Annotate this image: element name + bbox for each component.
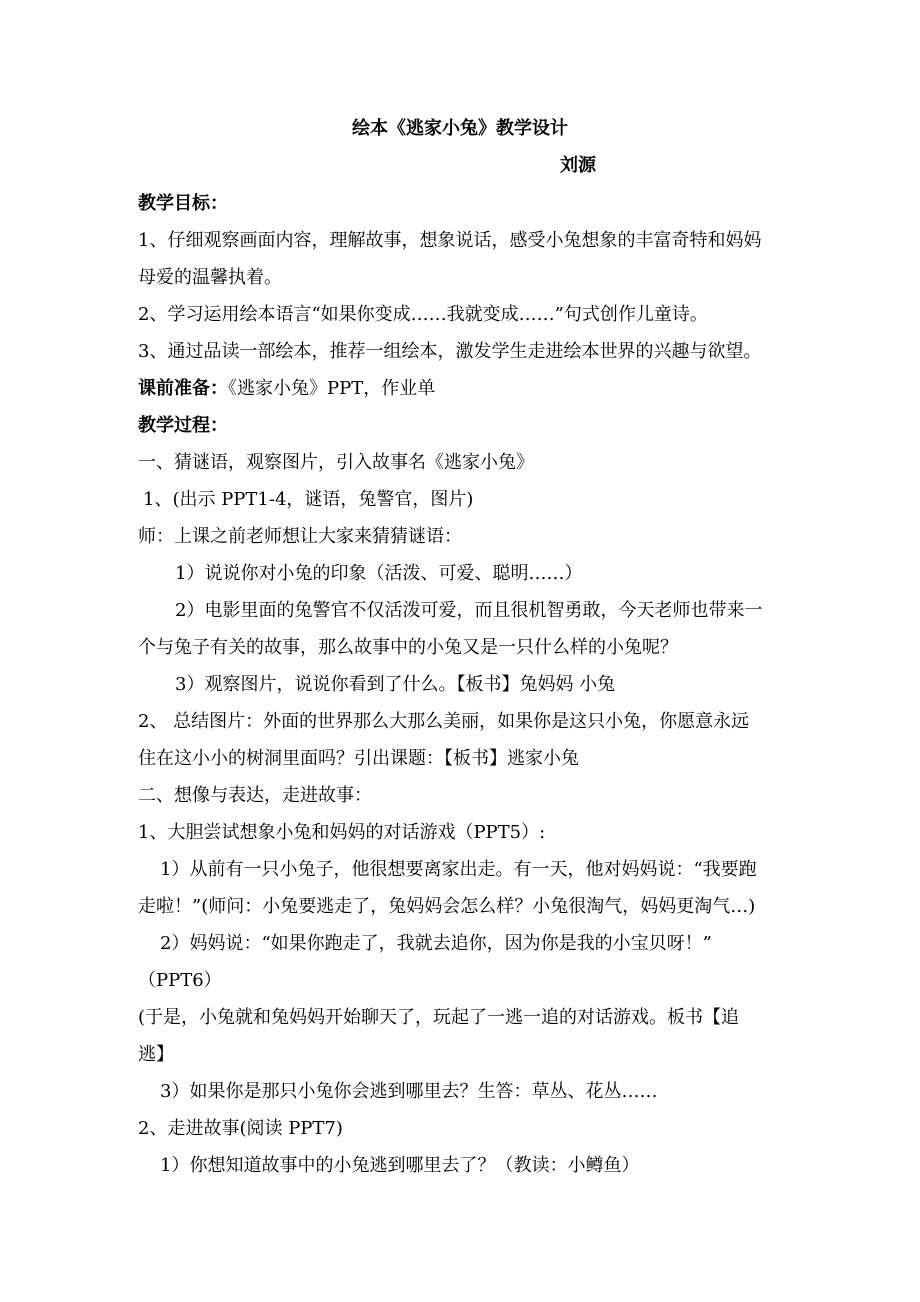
section-2-note-line-1: (于是，小兔就和兔妈妈开始聊天了，玩起了一逃一追的对话游戏。板书【追: [138, 1007, 740, 1028]
goal-1-line-2: 母爱的温馨执着。: [138, 267, 282, 288]
section-2-heading: 二、想像与表达，走进故事：: [138, 785, 372, 806]
section-1-item-2-line-1: 2、 总结图片：外面的世界那么大那么美丽，如果你是这只小兔，你愿意永远: [138, 711, 750, 732]
process-heading: 教学过程：: [138, 415, 228, 436]
section-2-point-1-line-1: 1）从前有一只小兔子，他很想要离家出走。有一天，他对妈妈说：“我要跑: [160, 859, 757, 880]
section-1-point-2-line-1: 2）电影里面的兔警官不仅活泼可爱，而且很机智勇敢，今天老师也带来一: [175, 600, 763, 621]
goal-2: 2、学习运用绘本语言“如果你变成……我就变成……”句式创作儿童诗。: [138, 304, 708, 325]
section-2-note-line-2: 逃】: [138, 1044, 174, 1065]
section-2-item-2-point-1: 1）你想知道故事中的小兔逃到哪里去了？（教读：小鳟鱼）: [160, 1155, 640, 1176]
doc-title: 绘本《逃家小兔》教学设计: [352, 118, 568, 139]
goal-1-line-1: 1、仔细观察画面内容，理解故事，想象说话，感受小兔想象的丰富奇特和妈妈: [138, 230, 762, 251]
section-1-point-3: 3）观察图片，说说你看到了什么。【板书】兔妈妈 小兔: [175, 674, 616, 695]
goals-heading: 教学目标：: [138, 193, 228, 214]
section-1-point-2-line-2: 个与兔子有关的故事，那么故事中的小兔又是一只什么样的小兔呢？: [138, 637, 678, 658]
section-2-point-2-line-1: 2）妈妈说：“如果你跑走了，我就去追你，因为你是我的小宝贝呀！”: [160, 933, 712, 954]
doc-author: 刘源: [560, 155, 596, 176]
section-2-item-1: 1、大胆尝试想象小兔和妈妈的对话游戏（PPT5）:: [138, 822, 546, 843]
section-2-item-2: 2、走进故事(阅读 PPT7): [138, 1118, 343, 1139]
section-1-item-2-line-2: 住在这小小的树洞里面吗？引出课题：【板书】逃家小兔: [138, 748, 579, 769]
section-1-teacher: 师：上课之前老师想让大家来猜猜谜语：: [138, 526, 462, 547]
section-1-point-1: 1）说说你对小兔的印象（活泼、可爱、聪明……）: [175, 563, 583, 584]
prep-line: [138, 377, 435, 401]
section-1-heading: 一、猜谜语，观察图片，引入故事名《逃家小兔》: [138, 452, 534, 473]
prep-label: 课前准备：: [138, 378, 228, 399]
goal-3: 3、通过品读一部绘本，推荐一组绘本，激发学生走进绘本世界的兴趣与欲望。: [138, 341, 762, 362]
section-2-point-1-line-2: 走啦！”(师问：小兔要逃走了，兔妈妈会怎么样？小兔很淘气，妈妈更淘气…): [138, 896, 756, 917]
prep-text: 《逃家小兔》PPT，作业单: [228, 378, 436, 399]
section-2-point-2-line-2: （PPT6）: [138, 970, 222, 991]
section-1-item-1: 1、(出示 PPT1-4，谜语，兔警官，图片): [143, 489, 474, 510]
section-2-point-3: 3）如果你是那只小兔你会逃到哪里去？生答：草丛、花丛……: [160, 1081, 658, 1102]
